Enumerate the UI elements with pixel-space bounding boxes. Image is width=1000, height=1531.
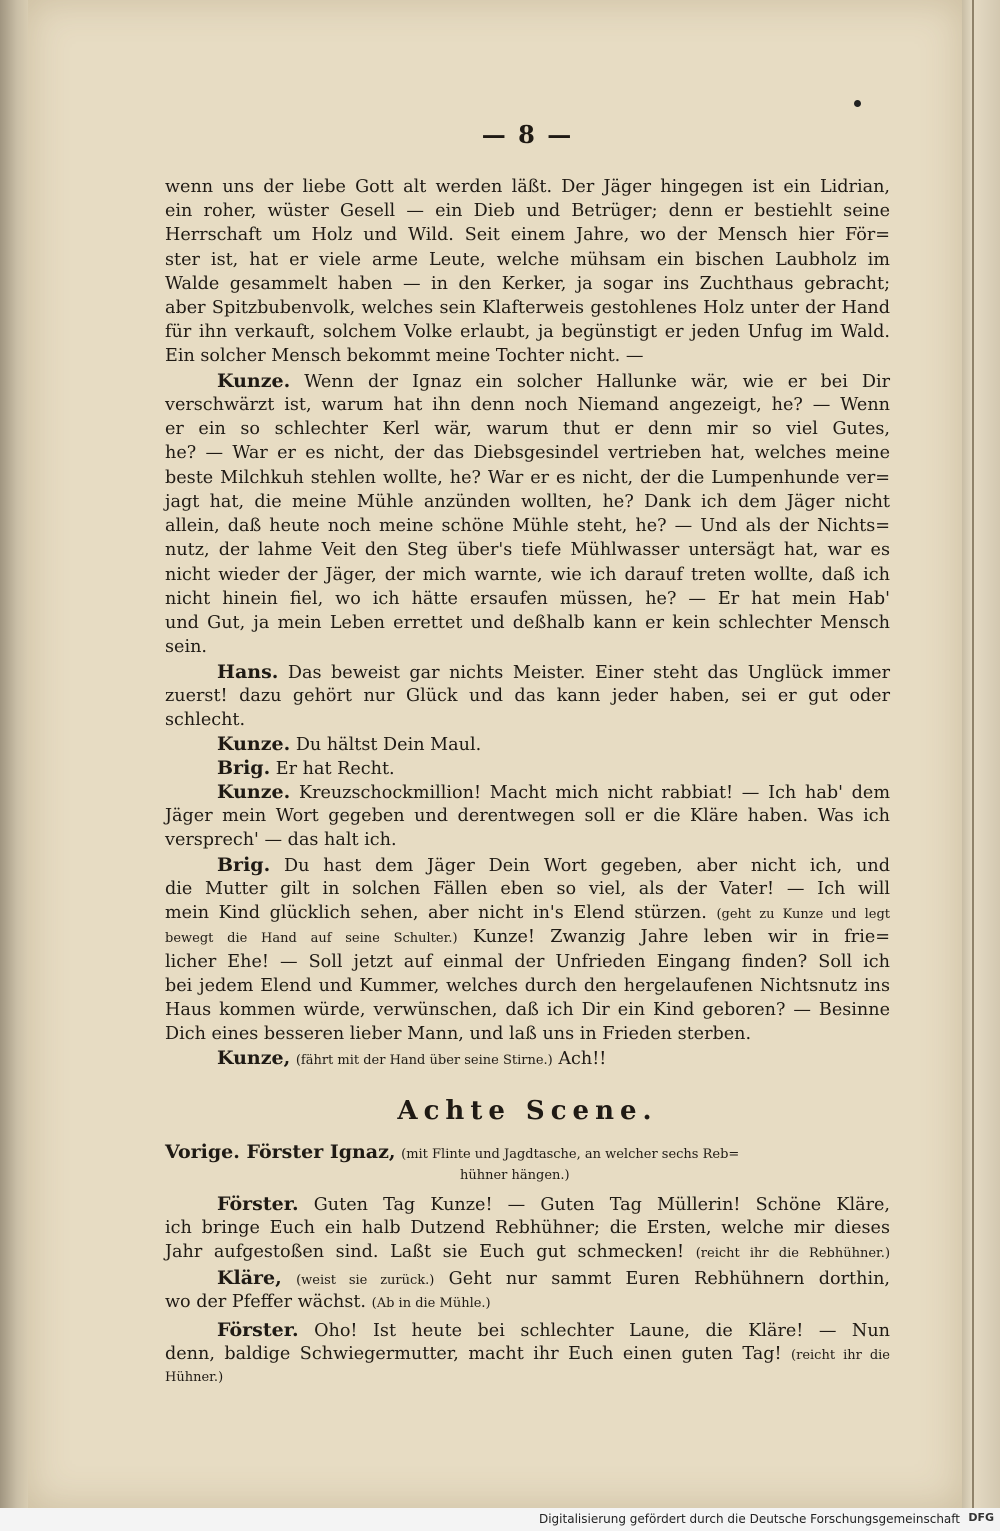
text-line: nutz, der lahme Veit den Steg über's tiefe Mühlwasser untersägt hat, war es [165, 540, 890, 560]
ink-dot [854, 100, 861, 107]
speech-line: Kunze. Kreuzschockmillion! Macht mich nicht rabbiat! — Ich hab' dem [217, 781, 891, 803]
speech-line: Förster. Oho! Ist heute bei schlechter Laune, die Kläre! — Nun [217, 1319, 890, 1341]
text-line: die Mutter gilt in solchen Fällen eben so viel, als der Vater! — Ich will [165, 879, 890, 899]
text-line: wenn uns der liebe Gott alt werden läßt. Der Jäger hingegen ist ein Lidrian, [165, 177, 890, 197]
text-line: nicht hinein fiel, wo ich hätte ersaufen müssen, he? — Er hat mein Hab' [165, 589, 890, 609]
speech-line: Brig. Du hast dem Jäger Dein Wort gegeben, aber nicht ich, und [217, 854, 890, 876]
speaker-name: Kunze, [217, 1047, 291, 1069]
text-line: aber Spitzbubenvolk, welches sein Klafterweis gestohlenes Holz unter der Hand [165, 298, 890, 318]
text-line: Walde gesammelt haben — in den Kerker, ja sogar ins Zuchthaus gebracht; [165, 274, 890, 294]
speech-line: Kunze. Wenn der Ignaz ein solcher Hallunke wär, wie er bei Dir [217, 370, 891, 392]
stage-direction: (reicht ihr die Rebhühner.) [695, 1246, 891, 1261]
text-line: denn, baldige Schwiegermutter, macht ihr Euch einen guten Tag! (reicht ihr die [165, 1344, 890, 1364]
stage-direction: hühner hängen.) [460, 1168, 570, 1183]
cast-line [165, 1162, 890, 1186]
text-line: beste Milchkuh stehlen wollte, he? War er es nicht, der die Lumpenhunde ver= [165, 468, 890, 488]
speaker-name: Kunze. [217, 781, 291, 803]
speaker-name: Förster. [217, 1193, 299, 1215]
speech-line: Kunze, (fährt mit der Hand über seine Stirne.) Ach!! [217, 1047, 607, 1069]
dfg-logo: DFG [968, 1511, 994, 1524]
text-line: versprech' — das halt ich. [165, 830, 397, 850]
stage-direction: bewegt die Hand auf seine Schulter.) [165, 931, 458, 946]
text-line: mein Kind glücklich sehen, aber nicht in's Elend stürzen. (geht zu Kunze und legt [165, 903, 890, 923]
speaker-name: Förster. [217, 1319, 299, 1341]
stage-direction: (geht zu Kunze und legt [716, 907, 890, 922]
text-line: ein roher, wüster Gesell — ein Dieb und Betrüger; denn er bestiehlt seine [165, 201, 890, 221]
speaker-name: Kläre, [217, 1267, 282, 1289]
text-line: Dich eines besseren lieber Mann, und laß uns in Frieden sterben. [165, 1024, 752, 1044]
stage-direction: Hühner.) [165, 1370, 224, 1385]
text-line: bei jedem Elend und Kummer, welches durch den hergelaufenen Nichtsnutz ins [165, 976, 890, 996]
stage-direction: (weist sie zurück.) [296, 1273, 435, 1288]
speaker-name: Brig. [217, 854, 271, 876]
text-line: allein, daß heute noch meine schöne Mühle steht, he? — Und als der Nichts= [165, 516, 890, 536]
text-line: Jäger mein Wort gegeben und derentwegen soll er die Kläre haben. Was ich [165, 806, 890, 826]
speech-line: Kunze. Du hältst Dein Maul. [217, 733, 482, 755]
speaker-name: Vorige. Förster Ignaz, [165, 1141, 396, 1163]
speaker-name: Hans. [217, 661, 279, 683]
text-line: he? — War er es nicht, der das Diebsgesindel vertrieben hat, welches meine [165, 443, 890, 463]
speech-line: Förster. Guten Tag Kunze! — Guten Tag Müllerin! Schöne Kläre, [217, 1193, 891, 1215]
text-line: er ein so schlechter Kerl wär, warum thut er denn mir so viel Gutes, [165, 419, 890, 439]
text-line: jagt hat, die meine Mühle anzünden wollten, he? Dank ich dem Jäger nicht [165, 492, 890, 512]
text-line: für ihn verkauft, solchem Volke erlaubt, ja begünstigt er jeden Unfug im Wald. [165, 322, 890, 342]
stage-direction: (Ab in die Mühle.) [371, 1296, 491, 1311]
text-line: bewegt die Hand auf seine Schulter.) Kunze! Zwanzig Jahre leben wir in frie= [165, 927, 890, 947]
speaker-name: Kunze. [217, 733, 291, 755]
text-line: und Gut, ja mein Leben errettet und deßhalb kann er kein schlechter Mensch [165, 613, 890, 633]
stage-direction: (fährt mit der Hand über seine Stirne.) [295, 1053, 553, 1068]
page-number: — 8 — [481, 120, 574, 149]
scene-heading: Achte Scene. [397, 1096, 658, 1126]
speaker-name: Brig. [217, 757, 271, 779]
footer-bar [0, 1508, 1000, 1531]
text-line: licher Ehe! — Soll jetzt auf einmal der Unfrieden Eingang finden? Soll ich [165, 952, 890, 972]
page-edge [962, 0, 1000, 1508]
speech-line: Brig. Er hat Recht. [217, 757, 395, 779]
speaker-name: Kunze. [217, 370, 291, 392]
book-spine [0, 0, 28, 1531]
text-line: schlecht. [165, 710, 246, 730]
text-line: ster ist, hat er viele arme Leute, welche mühsam ein bischen Laubholz im [165, 250, 890, 270]
funding-notice: Digitalisierung gefördert durch die Deutsche Forschungsgemeinschaft [538, 1512, 960, 1526]
text-line: sein. [165, 637, 207, 657]
speech-line: Hans. Das beweist gar nichts Meister. Einer steht das Unglück immer [217, 661, 890, 683]
stage-direction: (reicht ihr die [791, 1348, 890, 1363]
text-line: nicht wieder der Jäger, der mich warnte, wie ich darauf treten wollte, daß ich [165, 565, 890, 585]
text-line: verschwärzt ist, warum hat ihn denn noch Niemand angezeigt, he? — Wenn [165, 395, 890, 415]
stage-direction: (mit Flinte und Jagdtasche, an welcher sechs Reb= [401, 1147, 740, 1162]
cast-line [165, 1140, 890, 1164]
text-line: Ein solcher Mensch bekommt meine Tochter nicht. — [165, 346, 644, 366]
speech-line: Kläre, (weist sie zurück.) Geht nur sammt Euren Rebhühnern dorthin, [217, 1267, 890, 1289]
text-line [165, 1364, 890, 1388]
text-line: wo der Pfeffer wächst. (Ab in die Mühle.) [165, 1292, 491, 1312]
text-line: Herrschaft um Holz und Wild. Seit einem Jahre, wo der Mensch hier För= [165, 225, 890, 245]
text-line: zuerst! dazu gehört nur Glück und das kann jeder haben, sei er gut oder [165, 686, 890, 706]
text-line: ich bringe Euch ein halb Dutzend Rebhühner; die Ersten, welche mir dieses [165, 1218, 890, 1238]
text-line: Haus kommen würde, verwünschen, daß ich Dir ein Kind geboren? — Besinne [165, 1000, 890, 1020]
text-line: Jahr aufgestoßen sind. Laßt sie Euch gut schmecken! (reicht ihr die Rebhühner.) [165, 1242, 891, 1262]
